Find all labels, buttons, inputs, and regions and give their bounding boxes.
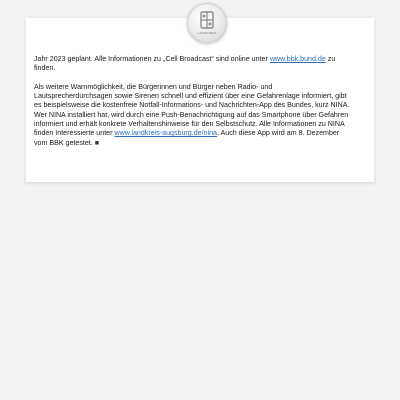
p2-text-before: Als weitere Warnmöglichkeit, die Bürgerinnen und Bürger neben Radio- und Lautsprecherdurchsagen sowie Sirenen schnell und effizient über eine Gefahrenlage informiert, gibt es beispielsweise die kostenfreie Notfall-Informations- und Nachrichten-App des Bundes, kurz NINA. Wer NINA installiert hat, wird durch eine Push-Benachrichtigung auf das Smartphone über Gefahren informiert und erhält konkrete Verhaltenshinweise für den Selbstschutz. Alle Informationen zu NINA finden Interessierte unter: [34, 82, 350, 138]
end-mark: ■: [94, 138, 100, 147]
p1-text-after: zu finden.: [34, 55, 336, 73]
seal-graphic: [188, 4, 226, 42]
article-body: [34, 55, 350, 157]
logo-text: LANDKREIS: [197, 31, 217, 35]
paragraph-nina-app: [34, 83, 350, 148]
landkreis-nina-link[interactable]: www.landkreis-augsburg.de/nina: [114, 129, 217, 138]
bbk-link[interactable]: www.bbk.bund.de: [269, 55, 326, 63]
p2-text-after: . Auch diese App wird am 8. Dezember vom BBK getestet.: [34, 129, 340, 147]
p1-text-before: Jahr 2023 geplant. Alle Informationen zu „Cell Broadcast“ sind online unter: [34, 55, 270, 63]
county-seal-icon: [187, 3, 227, 43]
paragraph-cell-broadcast: [34, 55, 350, 74]
